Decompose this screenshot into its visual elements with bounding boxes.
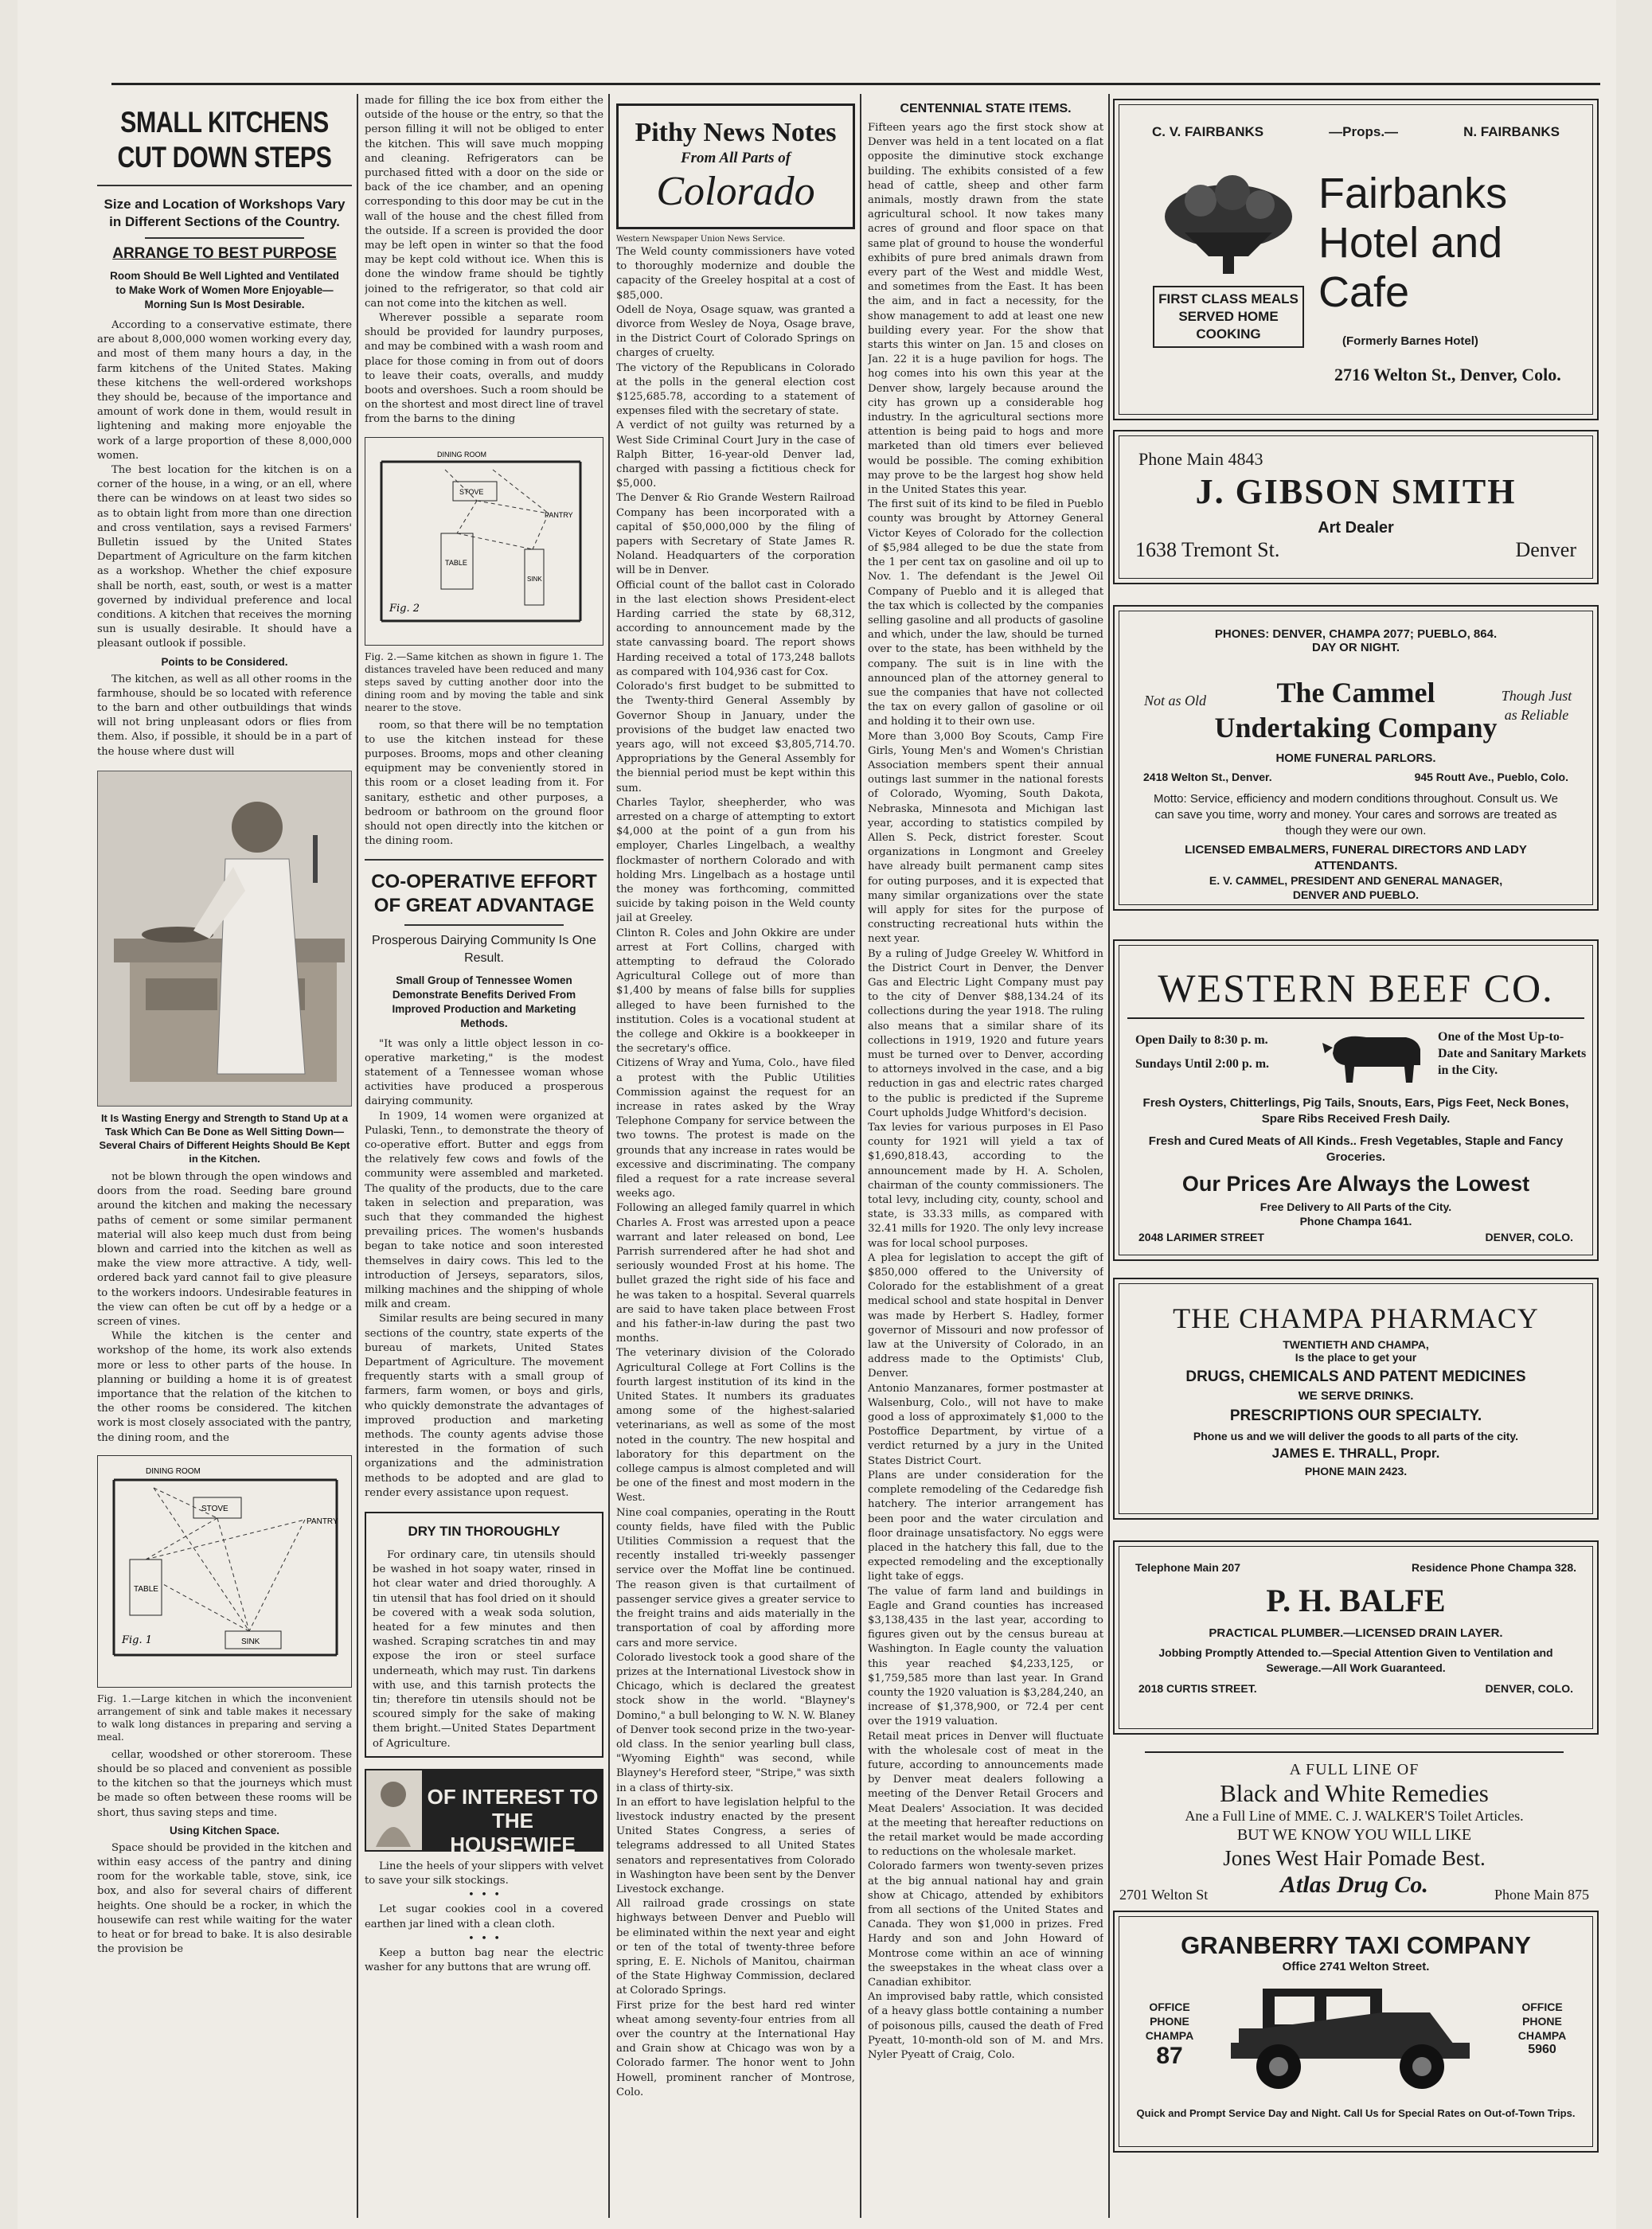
points-subhead: Points to be Considered.: [161, 655, 288, 668]
newspaper-page: [18, 0, 1616, 2229]
pharmacy-drugs: DRUGS, CHEMICALS AND PATENT MEDICINES: [1185, 1368, 1526, 1385]
cammel-licensed: LICENSED EMBALMERS, FUNERAL DIRECTORS AND LADY ATTENDANTS.: [1185, 843, 1527, 872]
kitchens-para-5: While the kitchen is the center and workshop of the home, its work also extends more or less to other parts of the house. In planning or building a home it is of greatest importance that the relation of the kitchen to the other rooms be considered. The kitchen work is most closely associated with the pantry, the dining room, and the: [97, 1330, 352, 1444]
fig1-caption: Fig. 1.—Large kitchen in which the inconvenient arrangement of sink and table makes it necessary to walk long distances in preparing and serving a meal.: [97, 1692, 352, 1743]
pithy-title: Pithy News Notes: [635, 118, 837, 147]
pithy-news-box: [616, 103, 855, 229]
fig2-label: Fig. 2: [389, 602, 420, 615]
column-rule-3: [860, 94, 861, 2218]
cammel-name2: Undertaking Company: [1214, 712, 1498, 744]
atlas-remedies: Black and White Remedies: [1220, 1779, 1489, 1807]
cammel-phones: PHONES: DENVER, CHAMPA 2077; PUEBLO, 864.: [1214, 627, 1498, 641]
balfe-res: Residence Phone Champa 328.: [1412, 1561, 1576, 1574]
kitchens-para-3: The kitchen, as well as all other rooms in the farmhouse, should be so located with reference to the barn and other outbuildings that winds will not bring unpleasant odors or flies from them. Also, if possible, it should be in a part of the house where dust will: [97, 673, 352, 758]
fairbanks-props: —Props.—: [1329, 124, 1399, 139]
dry-tin-para: For ordinary care, tin utensils should be washed in hot soapy water, rinsed in hot clear water and dried thoroughly. A tin utensil that has fool dried on it should be covered with a weak soda solution, heated for a few minutes and then washed. Scraping scratches tin and may expose the iron or steel surface underneath, which may rust. Tin darkens with use, and this tarnish protects the tin; therefore tin utensils should not be scoured simply for the sake of making them bright.—United States Department of Agriculture.: [373, 1549, 596, 1750]
column-pithy-news: [616, 94, 855, 2215]
kitchens-para-4: not be blown through the open windows and doors from the road. Seeding bare ground around the kitchen and making the necessary paths of cement or some similar permanent material will also keep much dust from being blown and carried into the kitchen as well as make the view more attractive. A tidy, well-ordered back yard cannot fail to give pleasure to the workers indoors. Undesirable features in the view can often be cut off by a hedge or a screen of vines.: [97, 1170, 352, 1328]
beef-name: WESTERN BEEF CO.: [1158, 966, 1554, 1010]
beef-city: DENVER, COLO.: [1485, 1231, 1573, 1243]
atlas-name: Atlas Drug Co.: [1280, 1872, 1428, 1898]
fig1-pantry-label: PANTRY: [307, 1517, 338, 1526]
beef-hours1: Open Daily to 8:30 p. m.: [1135, 1033, 1268, 1047]
smith-name: J. GIBSON SMITH: [1195, 472, 1517, 511]
pharmacy-name: THE CHAMPA PHARMACY: [1173, 1302, 1539, 1334]
cammel-president: E. V. CAMMEL, PRESIDENT AND GENERAL MANAGER,: [1209, 874, 1503, 887]
kitchens-para-7: Space should be provided in the kitchen and within easy access of the pantry and dining room for the workable table, stove, sink, ice box, and also for several chairs of different heights. One should be a rocker, in which the housewife can rest while waiting for the water to heat or for bread to bake. It is also desirable the provision be: [97, 1841, 352, 1956]
pithy-credit: Western Newspaper Union News Service.: [616, 235, 786, 244]
taxi-left-label: OFFICE PHONE CHAMPA: [1145, 2001, 1194, 2042]
fairbanks-meals: FIRST CLASS MEALS SERVED HOME COOKING: [1153, 286, 1304, 348]
column-rule-1: [357, 94, 358, 2218]
cammel-not-as-old: Not as Old: [1143, 693, 1206, 709]
taxi-right-label: OFFICE PHONE CHAMPA: [1517, 2001, 1567, 2042]
kitchens-para-2: The best location for the kitchen is on a corner of the house, in a wing, or an ell, where there can be windows on at least two sides so as to obtain light from more than one direction and cross ventilation, says a revised Farmers' Bulletin issued by the United States Department of Agriculture on the farm kitchen as a workshop. Whether the chief exposure shall be north, east, south, or west is a matter governed by individual preference and local conditions. A kitchen that receives the morning sun is usually desirable. It should have a pleasant outlook if possible.: [97, 464, 352, 650]
ad-gibson-smith: [1113, 430, 1599, 584]
beef-phone: Phone Champa 1641.: [1299, 1215, 1412, 1228]
figure-2-floor-plan: [365, 437, 603, 646]
cow-icon: [1318, 1025, 1430, 1089]
pithy-news-text: The Weld county commissioners have voted to thoroughly modernize and double the capacity of the Greeley hospital at a cost of $85,000. Odell de Noya, Osage squaw, was granted a divorce from Wesley de Noya, Osage brave, in the District Court of Colorado Springs on charges of cruelty. The victory of the Republicans in Colorado at the polls in the general election cost $125,685.78, according to a statement of expenses filed with the secretary of state. A verdict of not guilty was returned by a West Side Criminal Court Jury in the case of Ralph Bitter, 16-year-old Denver lad, charged with passing a fictitious check for $5,000. The Denver & Rio Grande Western Railroad Company has been incorporated with a capital of $50,000,000 by the filing of papers with Secretary of State James R. Noland. Headquarters of the corporation will be in Denver. Official count of the ballot cast in Colorado in the last election shows President-elect Harding carried the state by 68,312, according to announcement made by the state canvassing board. The report shows Harding received a total of 173,248 ballots as compared with 104,936 cast for Cox. Colorado's first budget to be submitted to the Twenty-third General Assembly by Governor Shoup in January, under the provisions of the budget law enacted two years ago, will not exceed $3,805,714.70. Appropriations by the General Assembly for the biennial period must be kept within this sum. Charles Taylor, sheepherder, who was arrested on a charge of attempting to extort $4,000 at the point of a gun from his employer, Charles Lingelbach, a wealthy flockmaster of northern Colorado and with holding Mrs. Lingelbach as a hostage until the money was forthcoming, committed suicide by taking poison in the Weld county jail at Greeley. Clinton R. Coles and John Okkire are under arrest at Fort Collins, charged with attempting to defraud the Colorado Agricultural College out of more than $1,400 by means of false bills for supplies alleged to have been furnished to the institution. Coles is a vocational student at the college and Okkire is a bookkeeper in the secretary's office. Citizens of Wray and Yuma, Colo., have filed a protest with the Public Utilities Commission against the request for an increase in rates asked by the Wray Telephone Company for service between the two towns. The protest is made on the grounds that any increase in rates would be excessive and discriminating. The company filed a request for a rate increase several weeks ago. Following an alleged family quarrel in which Charles A. Frost was arrested upon a peace warrant and later released on bond, Lee Parrish surrendered after he had shot and seriously wounded Frost at his home. The bullet grazed the right side of his face and he was taken to a hospital. Several quarrels are said to have taken place between Frost and his father-in-law during the past two months. The veterinary division of the Colorado Agricultural College at Fort Collins is the fourth largest institution of its kind in the United States. It numbers its graduates among some of the highest-salaried veterinarians, as well as some of the most noted in the country. The new hospital and laboratory for this department on the college campus is almost completed and will be one of the finest and most modern in the West. Nine coal companies, operating in the Routt county fields, have filed with the Public Utilities Commission a request that the recently installed tri-weekly passenger service over the Moffat line be continued. The reason given is that curtailment of passenger service gives a greater service to the freight trains and aids materially in the transportation of coal by affording more cars and more service. Colorado livestock took a good share of the prizes at the International Livestock show in Chicago, which is declared the greatest stock show in the world. "Blayney's Domino," a bull belonging to W. N. W. Blaney of Denver took second prize in the two-year-old class. In the senior yearling bull class, "Wyoming Eighth" was second, while Blayney's Hereford steer, "Stripe," was sixth in a class of thirty-six. In an effort to have legislation helpful to the livestock industry enacted by the present United States Congress, a series of telegrams addressed to all United States senators and representatives from Colorado in Washington have been sent by the Denver Livestock exchange. All railroad grade crossings on state highways between Denver and Pueblo will be eliminated within the next year and eight or ten of the total of twenty-three before spring, E. E. Nichols of Manitou, chairman of the State Highway Commission, declared at Colorado Springs. First prize for the best hard red winter wheat among seventy-four entries from all over the country at the International Hay and Grain show at Chicago was won by a Colorado farmer. The honor went to John Howell, prominent rancher of Montrose, Colo.: [616, 246, 855, 2098]
beef-tag: One of the Most Up-to-Date and Sanitary Markets in the City.: [1438, 1030, 1587, 1077]
coop-col-para-3: room, so that there will be no temptation to use the kitchen instead for these purposes. Brooms, mops and other cleaning equipment may be conveniently stored in this room or a closet leading from it. For sanitary, esthetic and other purposes, a bedroom or bathroom on the ground floor should not open directly into the kitchen or the dining room.: [365, 719, 603, 848]
fairbanks-left-name: C. V. FAIRBANKS: [1152, 124, 1264, 139]
atlas-know: BUT WE KNOW YOU WILL LIKE: [1236, 1826, 1472, 1844]
cammel-cities: DENVER AND PUEBLO.: [1292, 888, 1420, 901]
housewife-tip-3: Keep a button bag near the electric washer for any buttons that are wrung off.: [365, 1947, 603, 1974]
cammel-motto: Motto: Service, efficiency and modern conditions throughout. Consult us. We can save you time, worry and money. Your cares and sorrows are treated as though they were our own.: [1153, 792, 1559, 837]
fruit-bowl-illustration: [1153, 169, 1304, 352]
kitchens-section-head: ARRANGE TO BEST PURPOSE: [112, 245, 337, 262]
ad-cammel-undertaking: [1113, 605, 1599, 911]
coop-para-6: Similar results are being secured in many sections of the country, state experts of the bureau of markets, United States Department of Agriculture. The movement frequently starts with a small group of farmers, farm women, or boys and girls, who quickly demonstrate the advantages of improved production and marketing methods. The county agents advise those interested in the formation of such organizations and the administration methods to be adopted and are glad to render every assistance upon request.: [365, 1313, 603, 1499]
taxi-right-number: 5960: [1528, 2043, 1556, 2056]
dry-tin-box: [365, 1512, 603, 1758]
cammel-parlors: HOME FUNERAL PARLORS.: [1275, 751, 1436, 765]
cammel-addr2: 945 Routt Ave., Pueblo, Colo.: [1414, 771, 1568, 783]
coop-col-para-1: made for filling the ice box from either the outside of the house or the entry, so that the person filling it will not be obliged to enter the kitchen. This will save much mopping and cleaning. Refrigerators can be purchased fitted with a door on the side or back of the ice chamber, and an opening corresponding to this door may be cut in the wall of the house and the chest filled from the outside. If a screen is provided the door may be left open in winter so that the food may be kept cold without ice. When this is done the window frame should be tightly joined to the refrigerator, so that cold air can not come into the kitchen as well.: [365, 95, 603, 310]
housewife-banner: [365, 1769, 603, 1856]
atlas-line: A FULL LINE OF: [1289, 1761, 1420, 1778]
fairbanks-address: 2716 Welton St., Denver, Colo.: [1334, 365, 1561, 385]
beef-delivery: Free Delivery to All Parts of the City.: [1260, 1200, 1452, 1213]
fig2-dining-label: DINING ROOM: [437, 450, 486, 459]
column-rule-4: [1108, 94, 1110, 2218]
smith-city: Denver: [1515, 538, 1576, 561]
smith-phone: Phone Main 4843: [1138, 449, 1263, 469]
atlas-address: 2701 Welton St: [1119, 1887, 1209, 1903]
atlas-phone: Phone Main 875: [1494, 1887, 1589, 1903]
ad-balfe-plumber: [1113, 1540, 1599, 1735]
kitchens-deck: Room Should Be Well Lighted and Ventilated to Make Work of Women More Enjoyable—Morning Sun Is Most Desirable.: [110, 270, 339, 310]
fig1-table-label: TABLE: [134, 1584, 158, 1594]
beef-slogan: Our Prices Are Always the Lowest: [1181, 1172, 1530, 1196]
fairbanks-line2: Hotel and: [1318, 219, 1503, 267]
housewife-portrait: [366, 1770, 424, 1850]
balfe-city: DENVER, COLO.: [1485, 1682, 1573, 1695]
cammel-though: Though Just as Reliable: [1501, 688, 1572, 723]
fig2-sink-label: SINK: [527, 575, 542, 583]
fairbanks-former: (Formerly Barnes Hotel): [1342, 334, 1478, 348]
kitchens-headline: SMALL KITCHENS CUT DOWN STEPS: [117, 106, 332, 174]
fairbanks-line1: Fairbanks: [1318, 170, 1508, 217]
cammel-name1: The Cammel: [1276, 677, 1435, 709]
pharmacy-deliver: Phone us and we will deliver the goods to all parts of the city.: [1193, 1430, 1519, 1442]
floor-plan-diagram-2: [365, 438, 603, 643]
fig2-table-label: TABLE: [445, 558, 467, 567]
fig1-dining-label: DINING ROOM: [146, 1466, 201, 1476]
coop-para-5: In 1909, 14 women were organized at Pulaski, Tenn., to demonstrate the theory of co-operative effort. Butter and eggs from the relatively few cows and fowls of the community were assembled and marketed. The quality of the products, due to the care taken in selection and preparation, was such that they commanded the highest prevailing prices. The women's husbands began to take notice and soon interested themselves in dairy cows. This led to the introduction of Jerseys, separators, silos, milking machines and the shipping of whole milk and cream.: [365, 1110, 603, 1311]
fig1-stove-label: STOVE: [201, 1504, 228, 1513]
ad-champa-pharmacy: [1113, 1278, 1599, 1520]
cammel-day: DAY OR NIGHT.: [1311, 641, 1400, 654]
column-coop: made for filling the ice box from either the outside of the house or the entry, so that the person filling it will not be obliged to enter the kitchen. This will save much mopping and cleaning. Refrigerators can be purchased fitted with a door on the side or back of the ice chamber, and an opening corresponding to this door may be cut in the wall of the house and the chest filled from the outside. If a screen is provided the door may be left open in winter so that the food may be kept cold without ice. When this is done the window frame should be tightly joined to the refrigerator, so that cold air can not come into the kitchen as well. Wherever possible a separate room should be provided for laundry purposes, and may be combined with a wash room and place for those coming in from out of doors to leave their coats, overalls, and muddy boots and overshoes. Such a room should be on the shortest and most direct line of travel from the barns to the dining DINING ROOM STOVE PANTRY TABLE SINK Fig. 2 Fig. 2.—Same kitchen as shown in figure 1. The distances traveled have been reduced and many steps saved by cutting another door into the dining room and by moving the table and sink nearer to the stove. room, so that there will be no temptation to use the kitchen instead for these purposes. Brooms, mops and other cleaning equipment may be conveniently stored in this room or a closet leading from it. For sanitary, esthetic and other purposes, a bedroom or bathroom on the ground floor should not open directly into the kitchen or the dining room. CO-OPERATIVE EFFORT OF GREAT ADVANTAGE Prosperous Dairying Community Is One Result. Small Group of Tennessee Women Demonstrate Benefits Derived From Improved Production and Marketing Methods. "It was only a little object lesson in co-operative marketing," is the modest statement of a Tennessee woman whose activities have produced a prosperous dairying community. In 1909, 14 women were organized at Pulaski, Tenn., to demonstrate the theory of co-operative effort. Butter and eggs from the relatively few cows and fowls of the community were assembled and marketed. The quality of the products, due to the care taken in selection and preparation, was such that they commanded the highest prevailing prices. The women's husbands began to take notice and soon interested themselves in dairy cows. This led to the introduction of Jerseys, separators, silos, milking machines and the shipping of whole milk and cream. Similar results are being secured in many sections of the country, state experts of the bureau of markets, United States Department of Agriculture. The movement frequently starts with a small group of farmers, farm women, or boys and girls, who quickly demonstrate the advantages of improved production and marketing methods. The county agents advise those interested in the formation of such organizations and the administration methods to be adopted and are glad to render every assistance upon request. DRY TIN THOROUGHLY For ordinary care, tin utensils should be washed in hot soapy water, rinsed in hot clear water and dried thoroughly. A tin utensil that has fool dried on it should be covered with a weak soda solution, heated for a few minutes and then washed. Scraping scratches tin and may expose the iron or steel surface underneath, which may rust. Tin darkens with use, and this tarnish protects the tin; therefore tin utensils should not be scoured simply for the sake of making them bright.—United States Department of Agriculture. OF INTEREST TO THE HOUSEWIFE Line the heels of your slippers with velvet to save your silk stockings. • • • Let sugar cookies cool in a covered earthen jar lined with a clean cloth. • • • Keep a button bag near the electric washer for any buttons that are wrung off.: [365, 94, 603, 2215]
coop-col-para-2: Wherever possible a separate room should be provided for laundry purposes, and may be combined with a wash room and place for those coming in from out of doors to leave their coats, overalls, and muddy boots and overshoes. Such a room should be on the shortest and most direct line of travel from the barns to the dining: [365, 312, 603, 426]
top-rule: [111, 83, 1600, 85]
photo-caption: It Is Wasting Energy and Strength to Stand Up at a Task Which Can Be Done as Well Sitting Down—Several Chairs of Different Heights Should Be Kept in the Kitchen.: [99, 1111, 350, 1165]
centennial-text: Fifteen years ago the first stock show at Denver was held in a tent located on a flat opposite the diminutive stock exchange building. The exhibits consisted of a few head of cattle, sheep and other farm animals, mostly drawn from the state agricultural school. It now takes many acres of ground and floor space on that same plat of ground to house the wonderful exhibits of pure bred animals drawn from every part of the West and middle West, and sometimes from the East. It has been the aim, and in fact a necessity, for the show management to add at least one new building every year. For the show that starts this winter on Jan. 15 and closes on Jan. 22 it is a huge pavilion for hogs. The hog comes into his own this year at the Denver show, largely because around the city has grown up a considerable hog industry. In the agricultural sections more attention is being paid to hogs and more marketed than old timers ever believed would be possible. The coming exhibition may prove to be the largest hog show held in the United States this year. The first suit of its kind to be filed in Pueblo county was brought by Attorney General Victor Keyes of Colorado for the collection of $5,984 alleged to be due the state from the 1 per cent tax on gasoline and oil up to Nov. 1. The defendant is the Jewel Oil Company of Pueblo and it is alleged that the tax which is collected by the companies selling gasoline and all products of gasoline and which, under the law, should be turned over to the state, has been withheld by the company. The suit is in line with the announced plan of the attorney general to sue the companies that have not collected the tax on every gallon of gasoline or oil and holding it to their own use. More than 3,000 Boy Scouts, Camp Fire Girls, Young Men's and Women's Christian Association members spent their annual outings last summer in the national forests of Colorado, Wyoming, South Dakota, Nebraska, Minnesota and Michigan last year, according to statistics compiled by Allen S. Peck, district forester. Scout organizations in Longmont and Greeley have already built permanent camp sites for outing purposes, and it is expected that many similar organizations over the state will apply for sites for the purpose of constructing recreational huts within the next year. By a ruling of Judge Greeley W. Whitford in the District Court in Denver, the Denver Gas and Electric Light Company must pay to the city of Denver $88,134.24 of its collections during the year 1918. The ruling also means that a similar share of its collections in 1919, 1920 and future years must be turned over to Denver, according to attorneys involved in the case, and a big reduction in gas and electric rates charged to the public is predicted if the Supreme Court upholds Judge Whitford's decision. Tax levies for various purposes in El Paso county for 1921 will yield a tax of $1,690,818.43, according to the announcement made by H. A. Scholen, chairman of the county commissioners. The total levy, including city, county, school and state, is 33.33 mills, as compared with 32.41 mills for 1920. The only levy increase was for local school purposes. A plea for legislation to accept the gift of $850,000 offered to the University of Colorado for the establishment of a great medical school and state hospital in Denver was made by Herbert S. Hadley, former governor of Missouri and now professor of law at the University of Colorado, in an address made to the Optimists' Club, Denver. Antonio Manzanares, former postmaster at Walsenburg, Colo., will not have to make good a loss of approximately $1,000 to the Postoffice Department, by virtue of a verdict returned by a jury in the United States District Court. Plans are under consideration for the complete remodeling of the Cedaredge fish hatchery. The interior arrangement has been poor and the water circulation and floor drainage unsatisfactory. No eggs were placed in the hatchery this fall, due to the expected remodeling and the exceptionally light take of eggs. The value of farm land and buildings in Eagle and Grand counties has increased $3,138,435 in the last year, according to figures given out by the census bureau at Washington. In Eagle county the valuation this year reached $4,233,125, or $1,759,585 more than last year. In Grand county the 1920 valuation is $3,284,240, an increase of $1,378,900, or 72.4 per cent over the 1919 valuation. Retail meat prices in Denver will fluctuate with the wholesale cost of meat in the future, according to announcements made by Denver meat dealers following a meeting of the Denver Retail Grocers and Meat Dealers' Association. It was decided at the meeting that hereafter reductions on the retail market would be made according to reductions on the wholesale market. Colorado farmers won twenty-seven prizes at the big annual national hay and grain show at Chicago, attended by exhibitors from all sections of the United States and Canada. They won $1,000 in prizes. Fred Hardy and son and John Howard of Montrose come within an ace of winning the sweepstakes in the wheat class over a Canadian exhibitor. An improvised baby rattle, which consisted of a heavy glass bottle containing a number of poisonous pills, caused the death of Fred Pyeatt, 10-month-old son of M. and Mrs. Nyler Pyeatt of Craig, Colo.: [868, 122, 1103, 2062]
figure-1-floor-plan: [97, 1455, 352, 1688]
ad-atlas-drug: [1113, 1751, 1595, 1903]
balfe-tel: Telephone Main 207: [1135, 1561, 1240, 1574]
fig2-stove-label: STOVE: [459, 487, 484, 496]
ad-western-beef: [1113, 939, 1599, 1261]
pharmacy-loc: TWENTIETH AND CHAMPA,: [1283, 1338, 1429, 1351]
kitchens-subtitle: Size and Location of Workshops Vary in Different Sections of the Country.: [103, 197, 346, 229]
fairbanks-line3: Cafe: [1318, 268, 1410, 316]
beef-line1: Fresh Oysters, Chitterlings, Pig Tails, Snouts, Ears, Pigs Feet, Neck Bones, Spare Ribs Received Fresh Daily.: [1142, 1096, 1569, 1126]
pithy-state: Colorado: [656, 169, 815, 214]
coop-subtitle: Prosperous Dairying Community Is One Result.: [372, 933, 596, 965]
centennial-title: CENTENNIAL STATE ITEMS.: [900, 102, 1072, 115]
coop-para-4: "It was only a little object lesson in co-operative marketing," is the modest statement of a Tennessee woman whose activities have produced a prosperous dairying community.: [365, 1037, 603, 1108]
woman-at-table-illustration: [98, 771, 351, 1104]
dry-tin-title: DRY TIN THOROUGHLY: [408, 1524, 560, 1539]
pharmacy-phone: PHONE MAIN 2423.: [1304, 1465, 1408, 1478]
atlas-walker: Ane a Full Line of MME. C. J. WALKER'S Toilet Articles.: [1185, 1808, 1524, 1824]
balfe-jobbing: Jobbing Promptly Attended to.—Special Attention Given to Ventilation and Sewerage.—All Work Guaranteed.: [1158, 1646, 1553, 1674]
taxi-office: Office 2741 Welton Street.: [1282, 1960, 1430, 1973]
taxi-left-number: 87: [1156, 2043, 1183, 2069]
taxi-car-illustration: [1215, 1973, 1486, 2100]
beef-line2: Fresh and Cured Meats of All Kinds.. Fresh Vegetables, Staple and Fancy Groceries.: [1148, 1134, 1564, 1164]
beef-street: 2048 LARIMER STREET: [1138, 1231, 1264, 1243]
space-subhead: Using Kitchen Space.: [169, 1824, 280, 1837]
kitchen-photo: [97, 771, 352, 1107]
pharmacy-rx: PRESCRIPTIONS OUR SPECIALTY.: [1229, 1407, 1482, 1424]
balfe-street: 2018 CURTIS STREET.: [1138, 1682, 1257, 1695]
housewife-tip-1: Line the heels of your slippers with velvet to save your silk stockings.: [365, 1860, 603, 1887]
fig1-label: Fig. 1: [122, 1634, 153, 1646]
ad-fairbanks-hotel: [1113, 99, 1599, 420]
pharmacy-prop: JAMES E. THRALL, Propr.: [1271, 1446, 1440, 1461]
housewife-title: OF INTEREST TO THE HOUSEWIFE: [424, 1770, 602, 1850]
pharmacy-drinks: WE SERVE DRINKS.: [1298, 1389, 1414, 1403]
column-kitchens: [97, 94, 352, 2215]
kitchens-para-1: According to a conservative estimate, there are about 8,000,000 women working every day, and most of them many hours a day, in the farm kitchens of the United States. Making these kitchens the well-ordered workshops they should be, because of the importance and amount of work done in them, would result in lightening and making more enjoyable the work of a large proportion of these 8,000,000 women.: [97, 319, 352, 462]
smith-trade: Art Dealer: [1318, 519, 1394, 537]
fig2-pantry-label: PANTRY: [545, 510, 573, 519]
taxi-name: GRANBERRY TAXI COMPANY: [1181, 1931, 1531, 1959]
coop-deck: Small Group of Tennessee Women Demonstrate Benefits Derived From Improved Production and Marketing Methods.: [392, 974, 576, 1029]
ad-granberry-taxi: [1113, 1911, 1599, 2153]
fig1-sink-label: SINK: [241, 1637, 260, 1646]
kitchens-para-6: cellar, woodshed or other storeroom. These should be so placed and convenient as possible to the kitchen so that the journeys which must be made so often between these rooms will be short, thus saving steps and time.: [97, 1748, 352, 1819]
smith-address: 1638 Tremont St.: [1135, 538, 1280, 561]
atlas-pomade: Jones West Hair Pomade Best.: [1223, 1846, 1486, 1870]
balfe-name: P. H. BALFE: [1266, 1583, 1446, 1618]
pharmacy-is: Is the place to get your: [1295, 1351, 1417, 1364]
pithy-sub: From All Parts of: [680, 150, 791, 166]
floor-plan-diagram: [98, 1456, 351, 1685]
beef-hours2: Sundays Until 2:00 p. m.: [1135, 1057, 1270, 1071]
coop-headline: CO-OPERATIVE EFFORT OF GREAT ADVANTAGE: [371, 870, 597, 916]
cammel-addr1: 2418 Welton St., Denver.: [1143, 771, 1272, 783]
fig2-caption: Fig. 2.—Same kitchen as shown in figure 1. The distances traveled have been reduced and many steps saved by cutting another door into the dining room and by moving the table and sink nearer to the stove.: [365, 650, 603, 713]
column-centennial: [868, 94, 1103, 2215]
fairbanks-right-name: N. FAIRBANKS: [1463, 124, 1560, 139]
housewife-tip-2: Let sugar cookies cool in a covered earthen jar lined with a clean cloth.: [365, 1903, 603, 1930]
taxi-footer: Quick and Prompt Service Day and Night. Call Us for Special Rates on Out-of-Town Trips.: [1136, 2107, 1576, 2119]
balfe-trade: PRACTICAL PLUMBER.—LICENSED DRAIN LAYER.: [1209, 1626, 1503, 1640]
column-rule-2: [608, 94, 610, 2218]
